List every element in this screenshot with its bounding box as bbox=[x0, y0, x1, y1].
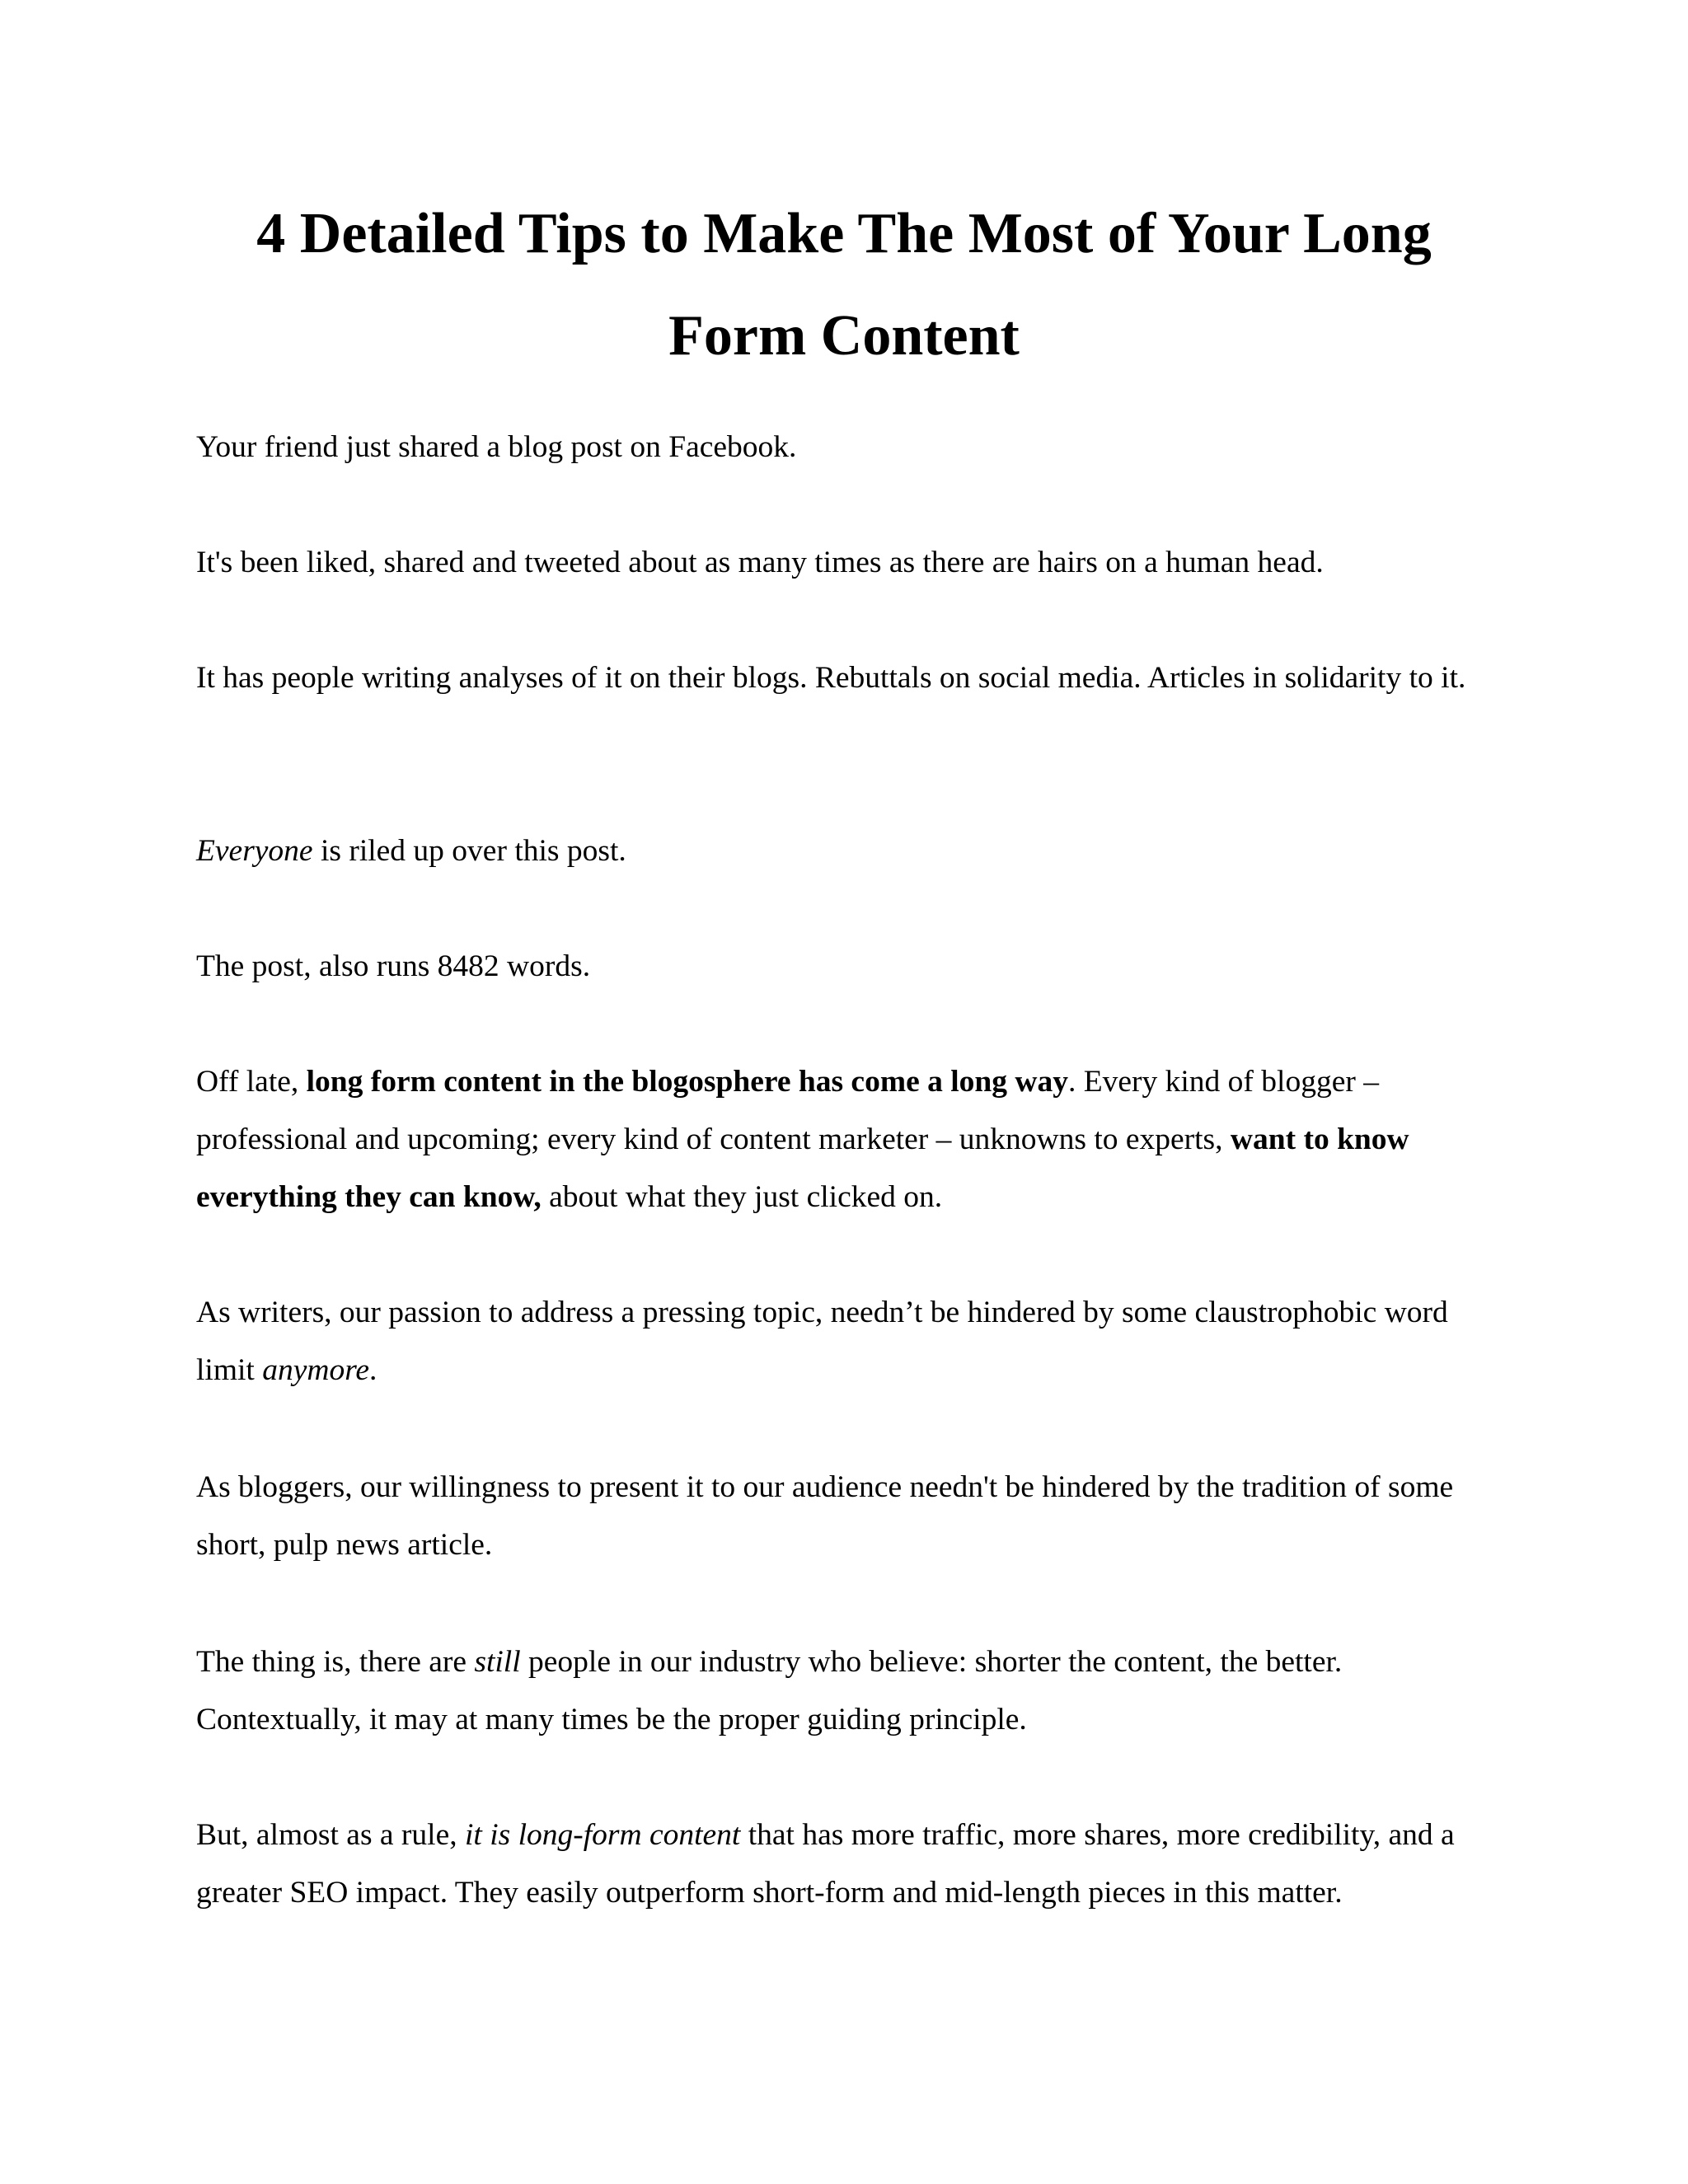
text-segment: As writers, our passion to address a pressing topic, needn’t be hindered by some claustrophobic word limit bbox=[196, 1296, 1448, 1387]
text-segment: Your friend just shared a blog post on Facebook. bbox=[196, 430, 797, 464]
italic-segment: Everyone bbox=[196, 834, 313, 868]
paragraph-1 bbox=[196, 419, 1490, 476]
text-segment: . Every kind of blogger – professional and upcoming; every kind of content marketer – unknowns to experts, bbox=[196, 1065, 1379, 1156]
text-segment: is riled up over this post. bbox=[312, 834, 626, 868]
paragraph-6 bbox=[196, 1053, 1490, 1226]
paragraph-8 bbox=[196, 1459, 1490, 1574]
paragraph-5 bbox=[196, 938, 1490, 996]
italic-segment: still bbox=[474, 1645, 521, 1679]
paragraph-7 bbox=[196, 1284, 1490, 1399]
text-segment: The thing is, there are bbox=[196, 1645, 475, 1679]
text-segment: about what they just clicked on. bbox=[541, 1180, 943, 1214]
text-segment: people in our industry who believe: shorter the content, the better. Contextually, it may at many times be the proper guiding principle. bbox=[196, 1645, 1343, 1736]
italic-segment: it is long-form content bbox=[464, 1818, 741, 1852]
paragraph-9 bbox=[196, 1633, 1490, 1749]
text-segment: Off late, bbox=[196, 1065, 307, 1099]
text-segment: that has more traffic, more shares, more credibility, and a greater SEO impact. They easily outperform short-form and mid-length pieces in this matter. bbox=[196, 1818, 1455, 1910]
text-segment: . bbox=[369, 1353, 377, 1387]
text-segment: As bloggers, our willingness to present it to our audience needn't be hindered by the tradition of some short, pulp news article. bbox=[196, 1470, 1454, 1562]
paragraph-10 bbox=[196, 1807, 1490, 1922]
paragraph-2 bbox=[196, 534, 1490, 592]
text-segment: It's been liked, shared and tweeted about as many times as there are hairs on a human head. bbox=[196, 546, 1324, 579]
paragraph-4 bbox=[196, 823, 1490, 880]
document-title: 4 Detailed Tips to Make The Most of Your Long Form Content bbox=[256, 202, 1432, 368]
bold-segment: long form content in the blogosphere has come a long way bbox=[306, 1065, 1068, 1099]
text-segment: But, almost as a rule, bbox=[196, 1818, 465, 1852]
italic-segment: anymore bbox=[262, 1353, 370, 1387]
paragraph-3 bbox=[196, 649, 1490, 707]
text-segment: It has people writing analyses of it on their blogs. Rebuttals on social media. Articles in solidarity to it. bbox=[196, 661, 1466, 695]
text-segment: The post, also runs 8482 words. bbox=[196, 949, 591, 983]
bold-segment: want to know everything they can know, bbox=[196, 1122, 1409, 1214]
